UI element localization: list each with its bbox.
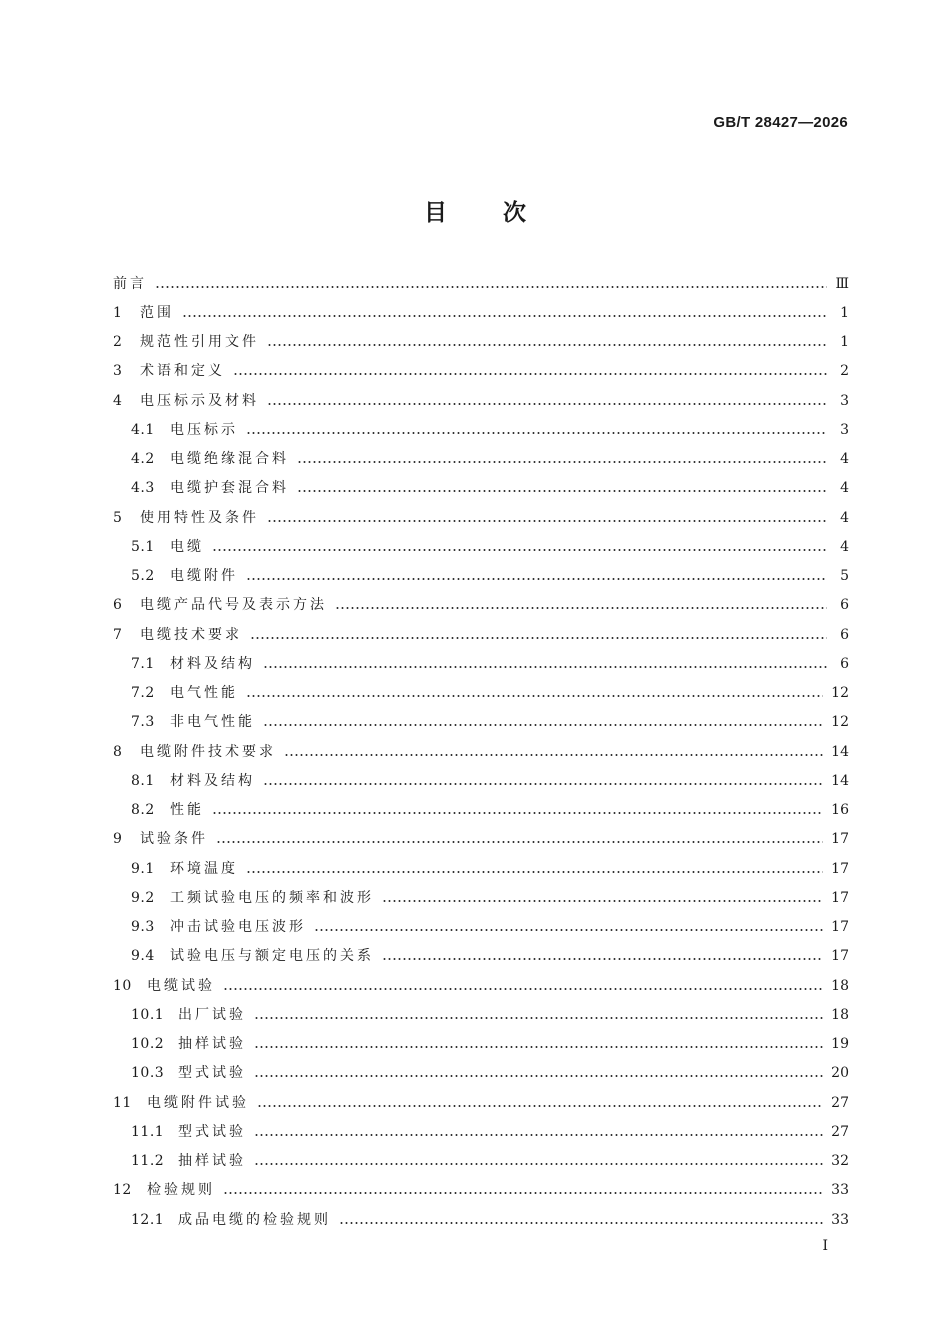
toc-entry-title: 抽样试验 [178,1153,246,1170]
toc-entry[interactable] [113,474,849,503]
toc-entry[interactable] [113,1176,849,1205]
toc-entry-page: 20 [831,1065,849,1082]
toc-entry-number: 9.3 [131,919,155,936]
toc-entry-page: 14 [831,772,849,789]
toc-entry-title: 材料及结构 [170,772,255,789]
toc-entry-title: 术语和定义 [140,363,225,380]
toc-dot-leader [267,344,827,346]
toc-entry[interactable] [113,562,849,591]
toc-dot-leader [212,549,827,551]
toc-entry-page: 16 [831,802,849,819]
toc-entry-number: 5.1 [131,538,155,555]
toc-entry[interactable] [113,445,849,474]
toc-entry[interactable] [113,1059,849,1088]
toc-dot-leader [233,373,827,375]
toc-entry-title: 电缆产品代号及表示方法 [140,597,327,614]
page-number: I [822,1238,828,1254]
toc-entry-page: 27 [831,1123,849,1140]
toc-entry[interactable] [113,942,849,971]
toc-entry[interactable] [113,649,849,678]
toc-entry-page: 33 [831,1182,849,1199]
toc-entry-number: 3 [113,363,123,380]
toc-entry-title: 范围 [140,304,174,321]
toc-dot-leader [267,520,827,522]
toc-entry[interactable] [113,532,849,561]
toc-entry-title: 电缆护套混合料 [170,480,289,497]
toc-entry-page: 19 [831,1036,849,1053]
toc-entry-page: 17 [831,831,849,848]
toc-dot-leader [382,900,823,902]
toc-entry[interactable] [113,883,849,912]
toc-entry[interactable] [113,386,849,415]
toc-entry-title: 电气性能 [170,685,238,702]
toc-entry-title: 环境温度 [170,860,238,877]
toc-entry-title: 电缆附件试验 [147,1094,249,1111]
toc-entry[interactable] [113,1000,849,1029]
toc-dot-leader [216,841,823,843]
toc-dot-leader [339,1222,823,1224]
toc-entry[interactable] [113,269,849,298]
toc-entry[interactable] [113,298,849,327]
toc-dot-leader [263,783,823,785]
toc-entry-number: 4.2 [131,451,155,468]
toc-dot-leader [267,403,827,405]
toc-entry-title: 电压标示及材料 [140,392,259,409]
toc-entry-title: 检验规则 [147,1182,215,1199]
toc-dot-leader [284,754,823,756]
toc-dot-leader [246,432,827,434]
toc-entry-page: 32 [831,1153,849,1170]
toc-entry-page: 18 [831,977,849,994]
toc-entry-title: 性能 [170,802,204,819]
toc-entry-number: 7 [113,626,123,643]
toc-entry-page: 14 [831,743,849,760]
toc-entry-title: 工频试验电压的频率和波形 [170,889,374,906]
toc-entry-title: 材料及结构 [170,655,255,672]
toc-entry-page: 4 [840,509,849,526]
toc-entry-title: 电缆附件 [170,568,238,585]
toc-entry-title: 型式试验 [178,1065,246,1082]
toc-entry-number: 2 [113,334,123,351]
toc-entry[interactable] [113,1147,849,1176]
toc-dot-leader [335,607,827,609]
toc-entry-number: 6 [113,597,123,614]
toc-entry-title: 使用特性及条件 [140,509,259,526]
toc-dot-leader [254,1163,823,1165]
toc-dot-leader [246,871,823,873]
toc-entry-number: 9.2 [131,889,155,906]
toc-dot-leader [297,490,827,492]
page-title: 目次 [424,200,582,226]
toc-dot-leader [254,1075,823,1077]
toc-entry-page: 1 [840,334,849,351]
toc-entry-page: 5 [840,568,849,585]
toc-entry-number: 11.1 [131,1123,165,1140]
toc-entry[interactable] [113,591,849,620]
toc-dot-leader [254,1017,823,1019]
toc-entry-page: Ⅲ [835,275,849,292]
toc-entry-number: 10.1 [131,1006,165,1023]
toc-dot-leader [223,988,823,990]
toc-entry[interactable] [113,328,849,357]
toc-entry-page: 4 [840,451,849,468]
toc-entry-page: 33 [831,1211,849,1228]
toc-entry-page: 6 [840,626,849,643]
toc-entry-page: 2 [840,363,849,380]
toc-entry-page: 12 [831,714,849,731]
toc-entry-number: 11.2 [131,1153,165,1170]
toc-entry-number: 10 [113,977,132,994]
toc-dot-leader [263,724,823,726]
toc-entry-number: 7.3 [131,714,155,731]
toc-entry[interactable] [113,854,849,883]
toc-entry[interactable] [113,913,849,942]
toc-entry-title: 电缆技术要求 [140,626,242,643]
toc-entry-number: 7.2 [131,685,155,702]
toc-entry-page: 6 [840,597,849,614]
toc-dot-leader [382,958,823,960]
toc-entry[interactable] [113,708,849,737]
toc-entry-number: 9.1 [131,860,155,877]
toc-dot-leader [246,578,827,580]
toc-dot-leader [246,695,823,697]
toc-entry-title: 非电气性能 [170,714,255,731]
toc-entry-title: 试验条件 [140,831,208,848]
toc-entry-title: 电缆附件技术要求 [140,743,276,760]
toc-entry-number: 8.1 [131,772,155,789]
toc-entry-number: 12.1 [131,1211,165,1228]
toc-entry[interactable] [113,825,849,854]
toc-entry-page: 17 [831,919,849,936]
toc-entry[interactable] [113,1117,849,1146]
toc-dot-leader [223,1192,823,1194]
table-of-contents [113,269,849,1234]
toc-entry-title: 电压标示 [170,421,238,438]
toc-entry[interactable] [113,1205,849,1234]
toc-entry[interactable] [113,796,849,825]
toc-dot-leader [257,1105,823,1107]
toc-entry[interactable] [113,620,849,649]
toc-entry-number: 7.1 [131,655,155,672]
toc-entry-number: 12 [113,1182,132,1199]
toc-entry-number: 4.1 [131,421,155,438]
toc-entry-number: 10.2 [131,1036,165,1053]
toc-dot-leader [212,812,823,814]
toc-entry-number: 4.3 [131,480,155,497]
toc-entry[interactable] [113,971,849,1000]
toc-entry-title: 出厂试验 [178,1006,246,1023]
toc-entry-page: 17 [831,889,849,906]
toc-entry-title: 抽样试验 [178,1036,246,1053]
toc-entry-number: 4 [113,392,123,409]
toc-entry-number: 1 [113,304,123,321]
toc-entry[interactable] [113,357,849,386]
toc-entry-page: 3 [840,421,849,438]
toc-entry[interactable] [113,679,849,708]
toc-entry-page: 17 [831,860,849,877]
toc-entry-number: 8 [113,743,123,760]
standard-number: GB/T 28427—2026 [713,114,848,131]
toc-entry-number: 5 [113,509,123,526]
toc-entry-page: 17 [831,948,849,965]
toc-entry-title: 规范性引用文件 [140,334,259,351]
toc-dot-leader [297,461,827,463]
toc-entry-title: 冲击试验电压波形 [170,919,306,936]
toc-entry-title: 前言 [113,275,147,292]
toc-entry-number: 11 [113,1094,132,1111]
toc-dot-leader [155,286,827,288]
toc-entry[interactable] [113,503,849,532]
toc-dot-leader [314,929,823,931]
toc-entry[interactable] [113,766,849,795]
toc-entry[interactable] [113,737,849,766]
toc-entry-title: 电缆 [170,538,204,555]
toc-entry-number: 9 [113,831,123,848]
toc-dot-leader [263,666,827,668]
toc-entry-number: 8.2 [131,802,155,819]
toc-entry-page: 1 [840,304,849,321]
toc-entry-number: 10.3 [131,1065,165,1082]
toc-entry-page: 4 [840,538,849,555]
toc-dot-leader [254,1046,823,1048]
toc-dot-leader [254,1134,823,1136]
toc-entry-title: 试验电压与额定电压的关系 [170,948,374,965]
toc-entry-page: 4 [840,480,849,497]
toc-entry-number: 5.2 [131,568,155,585]
toc-entry[interactable] [113,1030,849,1059]
toc-entry[interactable] [113,415,849,444]
toc-entry-number: 9.4 [131,948,155,965]
toc-entry-title: 型式试验 [178,1123,246,1140]
toc-dot-leader [182,315,827,317]
toc-entry-title: 成品电缆的检验规则 [178,1211,331,1228]
toc-entry[interactable] [113,1088,849,1117]
toc-entry-page: 6 [840,655,849,672]
toc-entry-title: 电缆试验 [147,977,215,994]
toc-entry-page: 27 [831,1094,849,1111]
toc-entry-title: 电缆绝缘混合料 [170,451,289,468]
toc-entry-page: 3 [840,392,849,409]
toc-dot-leader [250,637,827,639]
toc-entry-page: 18 [831,1006,849,1023]
toc-entry-page: 12 [831,685,849,702]
